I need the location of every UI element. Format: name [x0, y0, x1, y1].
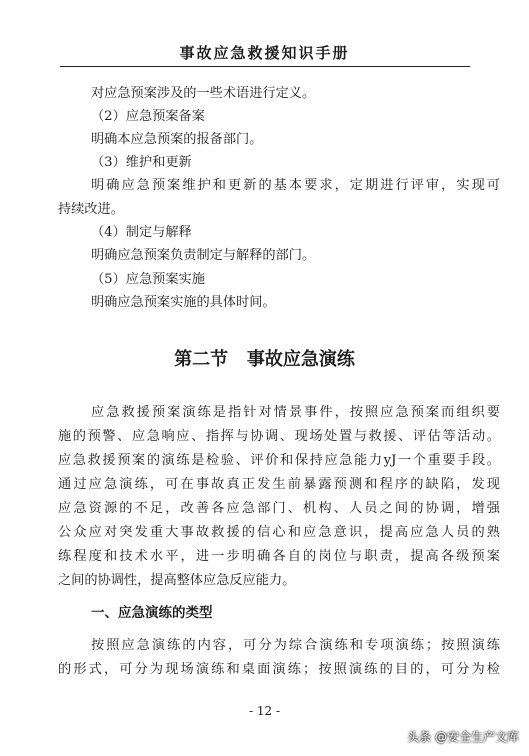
header-rule: [60, 66, 470, 67]
text-line: （3）维护和更新: [91, 155, 192, 170]
text-line: 练程度和技术水平，进一步明确各自的岗位与职责，提高各级预案: [58, 549, 500, 564]
text-line: （5）应急预案实施: [91, 272, 205, 287]
text-line: 明确本应急预案的报备部门。: [91, 132, 263, 147]
page-number: - 12 -: [248, 704, 280, 718]
text-line: 施的预警、应急响应、指挥与协调、现场处置与救援、评估等活动。: [58, 429, 500, 444]
text-line: 按照应急演练的内容，可分为综合演练和专项演练；按照演练: [91, 638, 500, 653]
watermark: 头条 @安全生产文库: [407, 730, 519, 744]
subheading: 一、应急演练的类型: [91, 605, 213, 621]
text-line: 之间的协调性，提高整体应急反应能力。: [58, 573, 296, 588]
text-line: 的形式，可分为现场演练和桌面演练；按照演练的目的，可分为检: [58, 662, 500, 677]
running-header: 事故应急救援知识手册: [179, 44, 350, 62]
text-line: 通过应急演练，可在事故真正发生前暴露预测和程序的缺陷，发现: [58, 477, 500, 492]
text-line: （2）应急预案备案: [91, 109, 205, 124]
text-line: 明确应急预案实施的具体时间。: [91, 295, 276, 310]
text-line: 应急救援预案的演练是检验、评价和保持应急能力yJ一个重要手段。: [58, 453, 500, 468]
text-line: （4）制定与解释: [91, 225, 192, 240]
text-line: 持续改进。: [58, 202, 124, 217]
section-title: 第二节 事故应急演练: [174, 349, 355, 370]
text-line: 公众应对突发重大事故救援的信心和应急意识，提高应急人员的熟: [58, 525, 500, 540]
text-line: 明确应急预案负责制定与解释的部门。: [91, 248, 316, 263]
text-line: 对应急预案涉及的一些术语进行定义。: [91, 86, 316, 101]
text-line: 应急救援预案演练是指针对情景事件，按照应急预案而组织要: [91, 405, 500, 420]
text-line: 应急资源的不足，改善各应急部门、机构、人员之间的协调，增强: [58, 501, 500, 516]
text-line: 明确应急预案维护和更新的基本要求，定期进行评审，实现可: [91, 178, 500, 193]
